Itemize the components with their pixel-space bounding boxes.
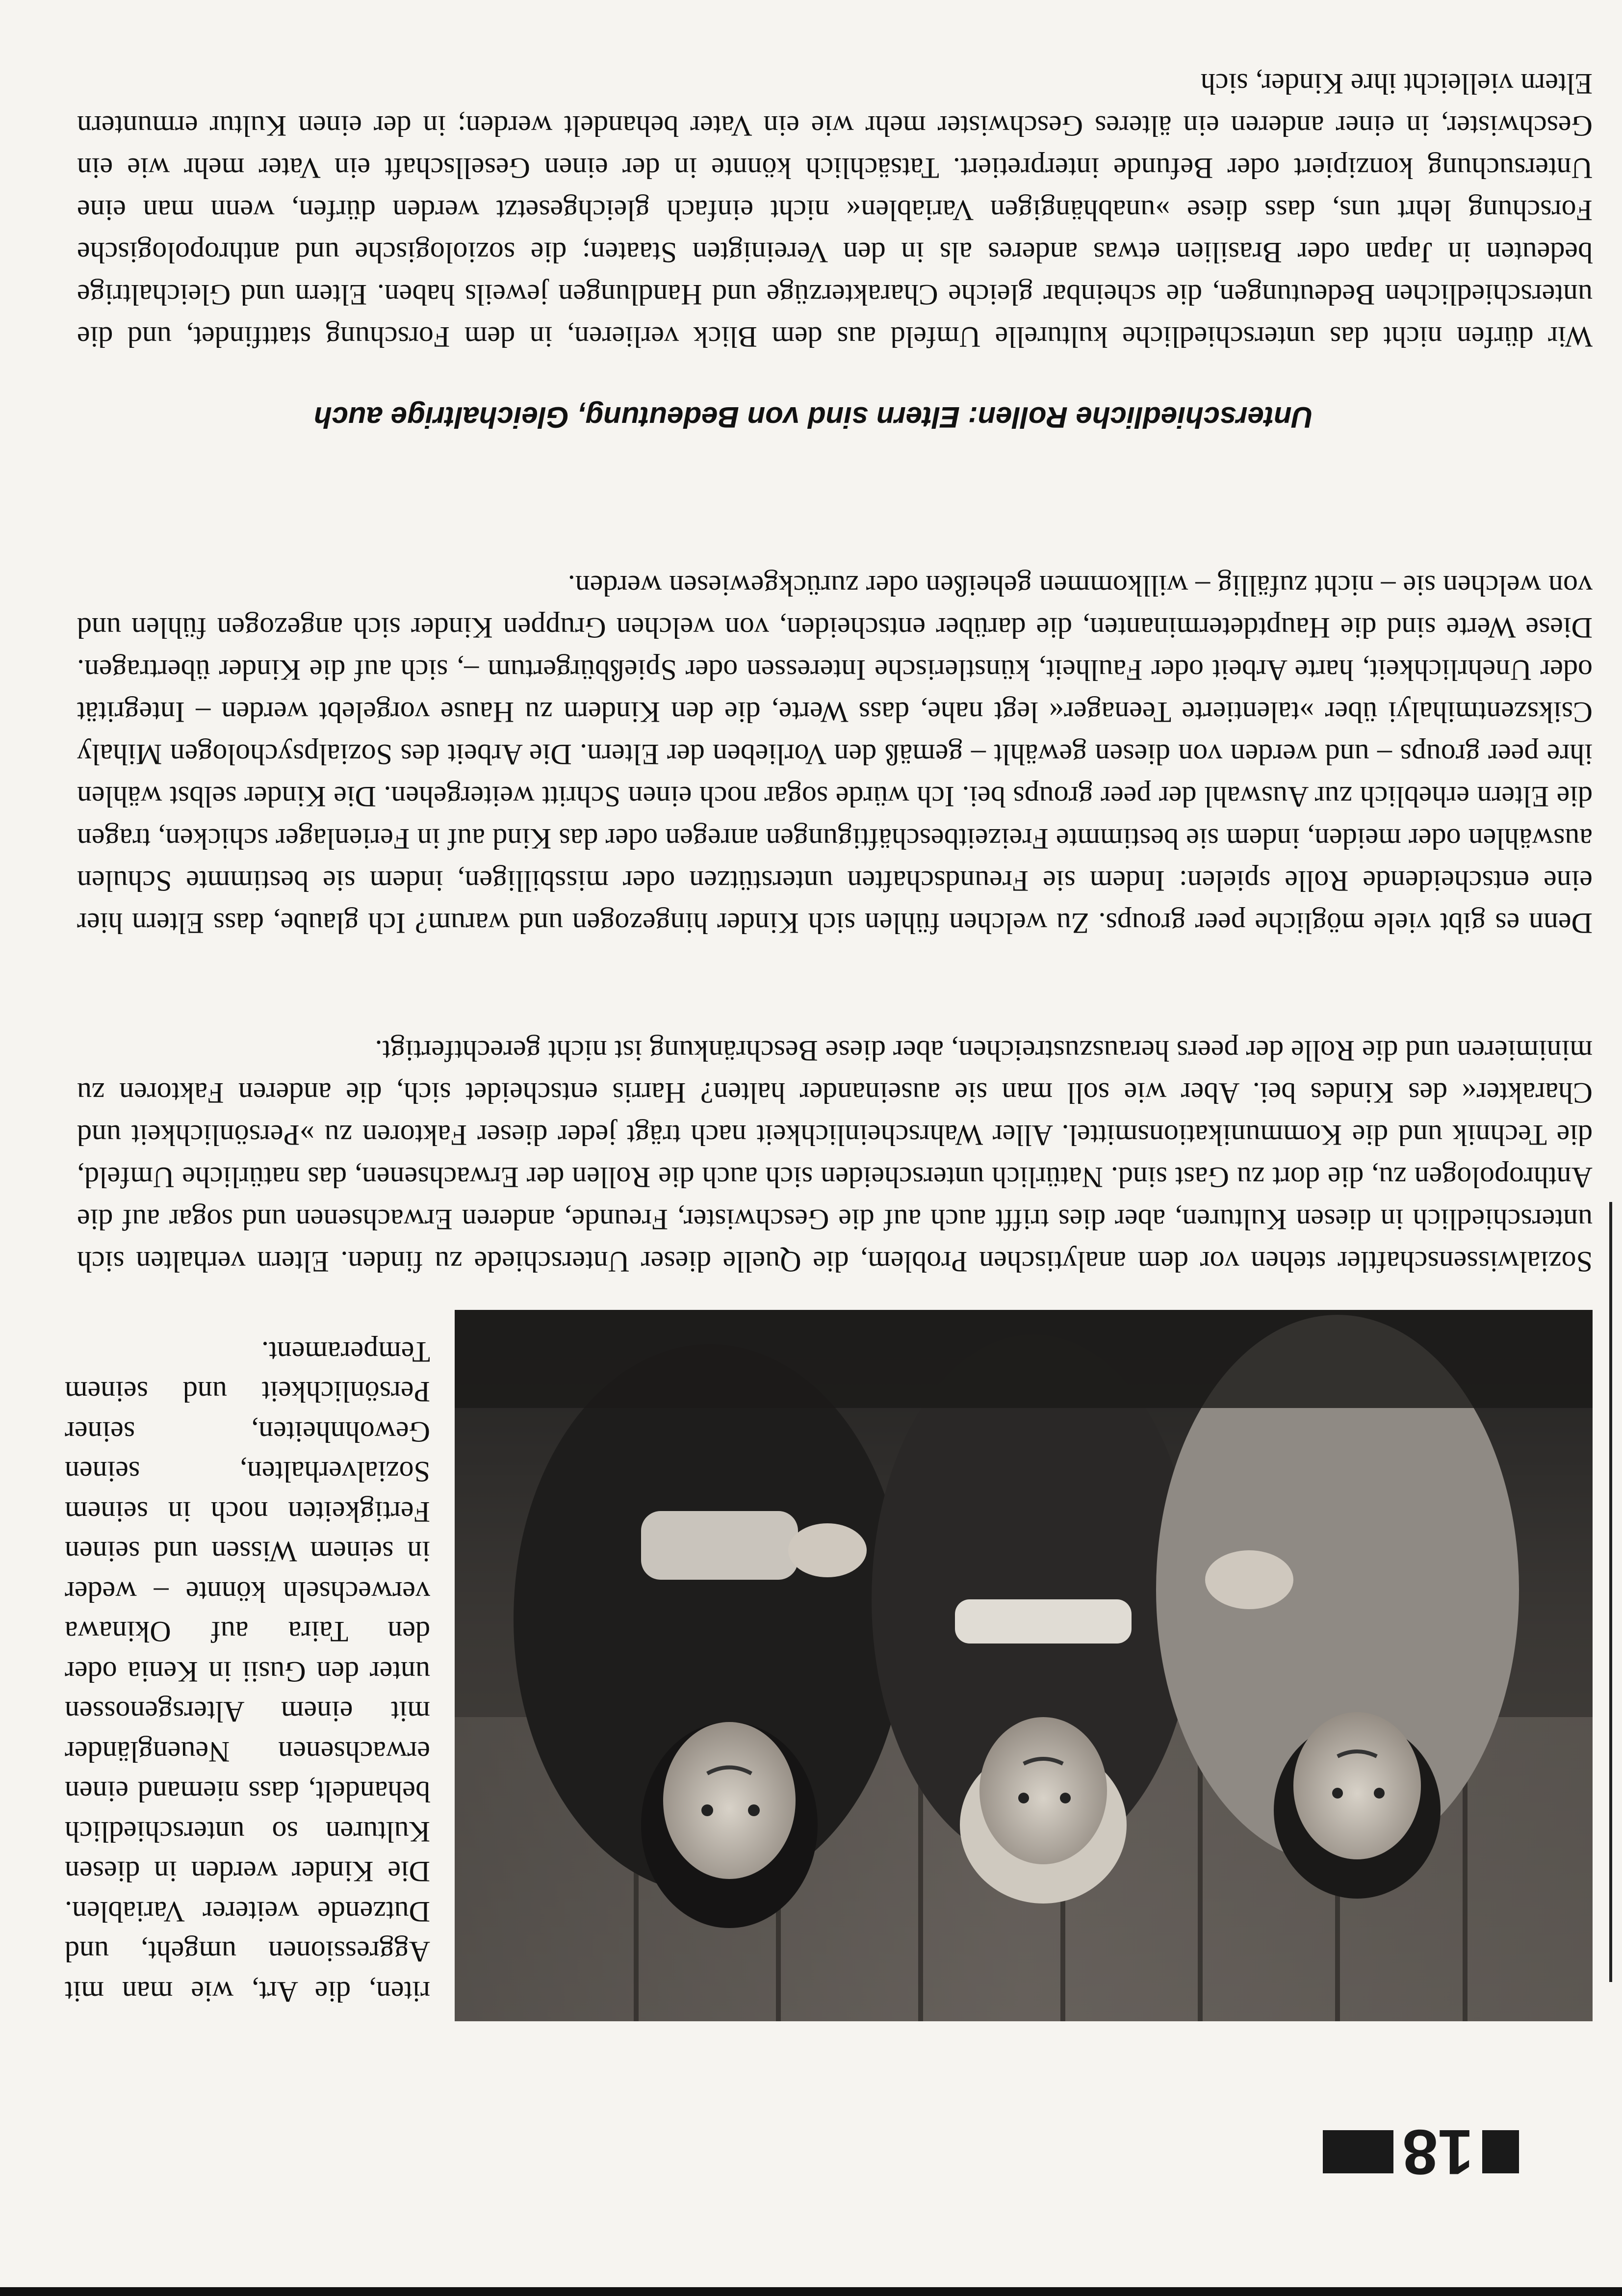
binding-line — [1609, 1202, 1612, 1982]
photo-children-in-raincoats — [455, 1310, 1593, 2021]
paragraph-peer-groups: Denn es gibt viele mögliche peer groups. Zu welchen fühlen sich Kinder hingezogen und warum? Ich glaube, dass Eltern hier eine entscheidende Rolle spielen: Indem sie Freundschaften unterstützen oder missbilligen, indem sie bestimmte Schulen auswählen oder meiden, indem sie bestimmte Freizeitbeschäftigungen anregen oder das Kind auf in Ferienlager schicken, tragen die Eltern erheblich zur Auswahl der peer groups bei. Ich würde sogar noch einen Schritt weitergehen. Die Kinder selbst wählen ihre peer groups – und werden von diesen gewählt – gemäß den Vorlieben der Eltern. Die Arbeit des Sozialpsychologen Mihaly Csikszentmihalyi über »talentierte Teenager« legt nahe, dass Werte, die den Kindern zu Hause vorgelebt werden – Integrität oder Unehrlichkeit, harte Arbeit oder Faulheit, künstlerische Interessen oder Spießbürgertum –, sich auf die Kinder übertragen. Diese Werte sind die Hauptdeterminanten, die darüber entscheiden, von welchen Gruppen Kinder sich angezogen fühlen und von welchen sie – nicht zufällig – willkommen geheißen oder zurückgewiesen werden. — [77, 570, 1593, 939]
paragraph-cultural-context: Wir dürfen nicht das unterschiedliche kulturelle Umfeld aus dem Blick verlieren, in dem Forschung stattfindet, und die unterschiedlichen Bedeutungen, die scheinbar gleiche Charakterzüge und Handlungen jeweils haben. Eltern und Gleichaltrige bedeuten in Japan oder Brasilien etwas anderes als in den Vereinigten Staaten; die soziologische und anthropologische Forschung lehrt uns, dass diese »unabhängigen Variablen« nicht einfach gleichgesetzt werden dürfen, wenn man eine Untersuchung konzipiert oder Befunde interpretiert. Tatsächlich könnte in der einen Gesellschaft ein Vater mehr wie ein Geschwister, in einer anderen ein älteres Geschwister mehr wie ein Vater behandelt werden; in der einen Kultur ermuntern Eltern vielleicht ihre Kinder, sich — [77, 68, 1593, 353]
photo-caption-column: riten, die Art, wie man mit Aggressionen umgeht, und Dutzende weiterer Variablen. Die Kinder werden in diesen Kulturen so unterschiedlich behandelt, dass niemand einen erwachsenen Neuengländer mit einem Altersgenossen unter den Gusii in Kenia oder den Taira auf Okinawa verwechseln könnte – weder in seinem Wissen und seinen Fertigkeiten noch in seinem Sozialverhalten, seinen Gewohnheiten, seiner Persönlichkeit und seinem Temperament. — [65, 1336, 430, 2008]
section-subheading: Unterschiedliche Rollen: Eltern sind von Bedeutung, Gleichaltrige auch — [313, 401, 1313, 434]
photo-illustration — [455, 1310, 1593, 2021]
scan-edge — [0, 2287, 1622, 2296]
page-number: 18 — [1393, 2125, 1482, 2179]
paragraph-analysis: Sozialwissenschaftler stehen vor dem analytischen Problem, die Quelle dieser Unterschiede zu finden. Eltern verhalten sich unterschiedlich in diesen Kulturen, aber dies trifft auch auf die Geschwister, Freunde, anderen Erwachsenen und sogar auf die Anthropologen zu, die dort zu Gast sind. Natürlich unterscheiden sich auch die Rollen der Erwachsenen, das natürliche Umfeld, die Technik und die Kommunikationsmittel. Aller Wahrscheinlichkeit nach trägt jeder dieser Faktoren zu »Persönlichkeit und Charakter« des Kindes bei. Aber wie soll man sie auseinander halten? Harris entscheidet sich, die anderen Faktoren zu minimieren und die Rolle der peers herauszustreichen, aber diese Beschränkung ist nicht gerechtfertigt. — [77, 1035, 1593, 1278]
